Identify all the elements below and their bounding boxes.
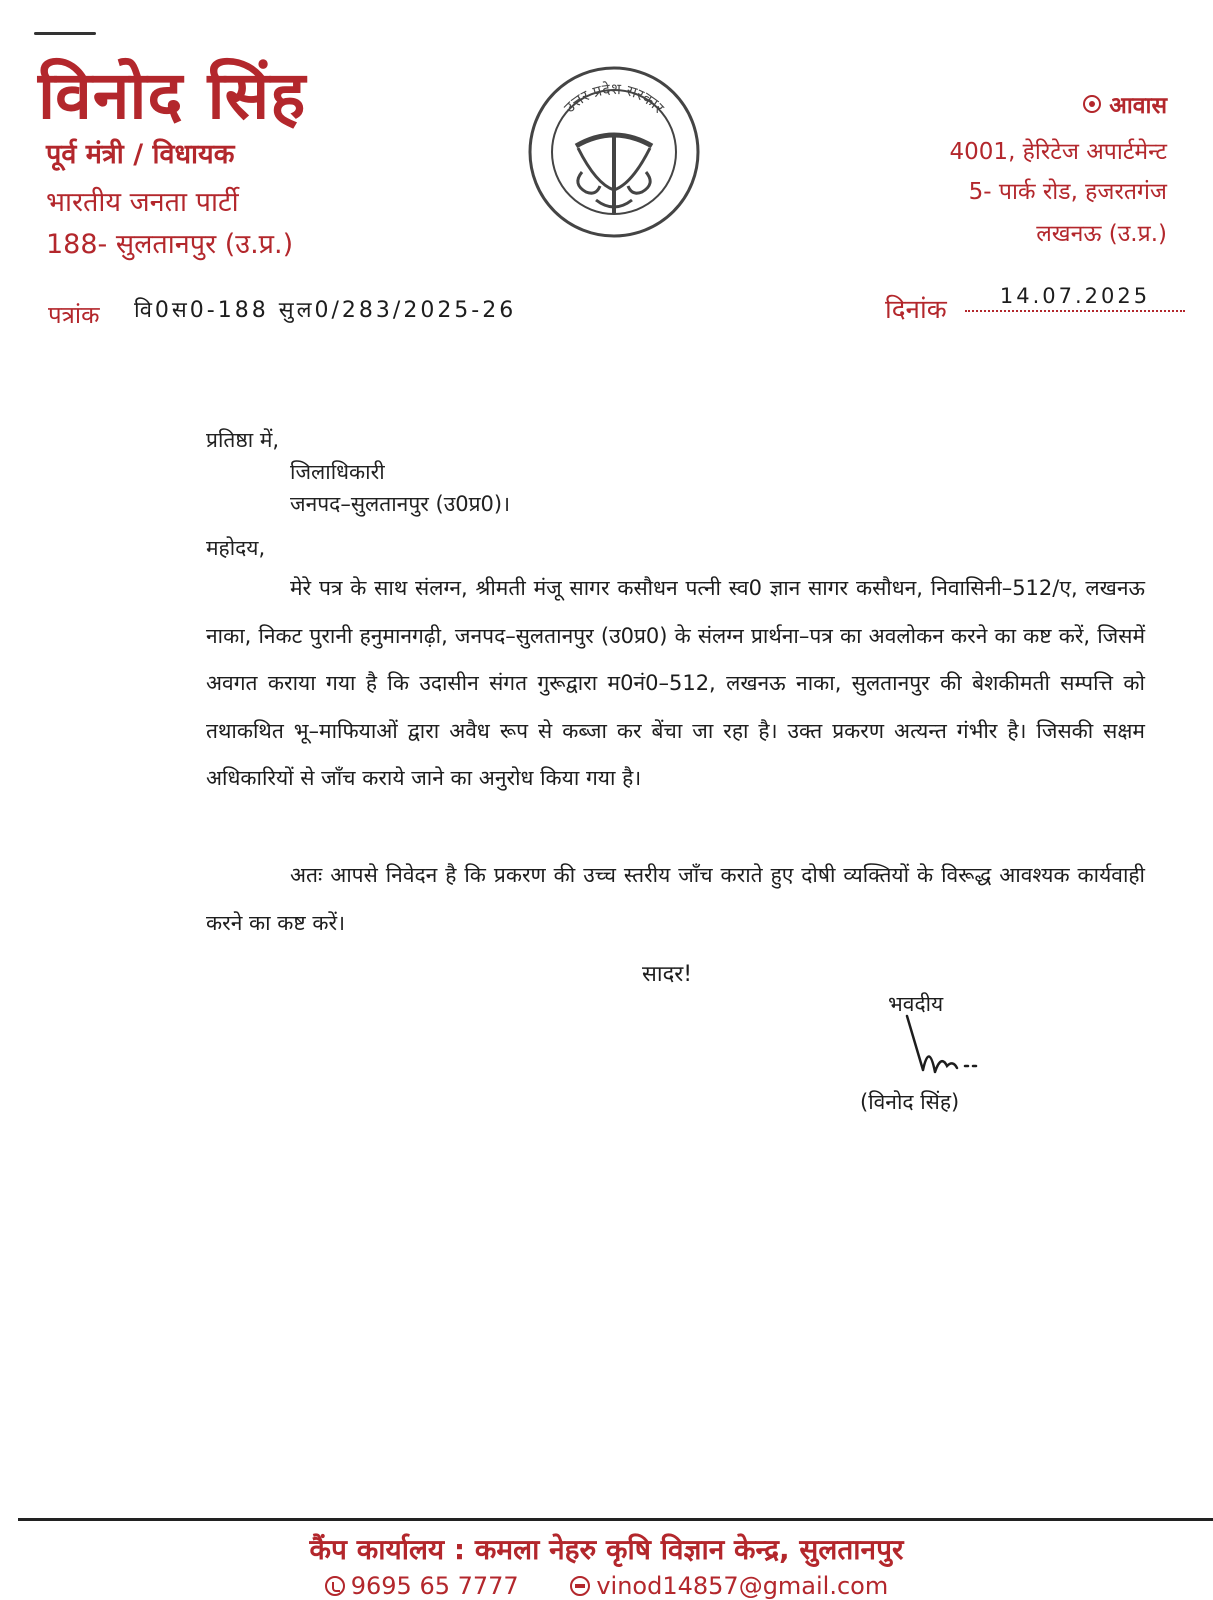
letterhead-constituency: 188- सुलतानपुर (उ.प्र.) bbox=[46, 229, 294, 260]
svg-text:उत्तर प्रदेश सरकार bbox=[560, 80, 668, 117]
bhavdiya: भवदीय bbox=[888, 992, 944, 1016]
reference-number: वि0स0-188 सुल0/283/2025-26 bbox=[134, 298, 517, 323]
email-icon bbox=[570, 1576, 590, 1596]
footer-contact bbox=[0, 1572, 1213, 1600]
seal-text: उत्तर प्रदेश सरकार bbox=[560, 79, 668, 117]
closing: सादर! bbox=[642, 962, 693, 987]
address-line-2: 5- पार्क रोड, हजरतगंज bbox=[968, 179, 1167, 205]
recipient-place: जनपद–सुलतानपुर (उ0प्र0)। bbox=[290, 492, 511, 516]
footer-email bbox=[570, 1572, 888, 1600]
footer-divider bbox=[18, 1518, 1213, 1521]
top-decorative-rule bbox=[34, 32, 96, 35]
residence-label: आवास bbox=[1109, 93, 1167, 119]
greeting: महोदय, bbox=[206, 536, 266, 560]
phone-number: 9695 65 7777 bbox=[350, 1572, 519, 1600]
email-address: vinod14857@gmail.com bbox=[596, 1572, 889, 1600]
salutation: प्रतिष्ठा में, bbox=[206, 428, 280, 452]
footer-office-address: कैंप कार्यालय : कमला नेहरु कृषि विज्ञान केन्द्र, सुलतानपुर bbox=[309, 1533, 904, 1566]
state-seal-emblem bbox=[526, 64, 702, 240]
date-value: 14.07.2025 bbox=[965, 284, 1185, 312]
residence-heading bbox=[1083, 88, 1167, 120]
footer-phone bbox=[325, 1572, 519, 1600]
address-line-3: लखनऊ (उ.प्र.) bbox=[1036, 221, 1167, 247]
recipient: जिलाधिकारी bbox=[290, 460, 385, 484]
address-line-1: 4001, हेरिटेज अपार्टमेन्ट bbox=[949, 139, 1167, 165]
letterhead-designation: पूर्व मंत्री / विधायक bbox=[46, 139, 235, 170]
location-pin-icon bbox=[1083, 95, 1101, 113]
date-label: दिनांक bbox=[885, 295, 947, 325]
phone-icon bbox=[325, 1576, 345, 1596]
letterhead-name: विनोद सिंह bbox=[38, 57, 307, 134]
signatory-name: (विनोद सिंह) bbox=[860, 1090, 960, 1114]
body-paragraph-2: अतः आपसे निवेदन है कि प्रकरण की उच्च स्तरीय जाँच कराते हुए दोषी व्यक्तियों के विरूद्ध आवश्यक कार्यवाही करने का कष्ट करें। bbox=[206, 863, 1145, 935]
body-paragraph-1: मेरे पत्र के साथ संलग्न, श्रीमती मंजू सागर कसौधन पत्नी स्व0 ज्ञान सागर कसौधन, निवासिनी–512/ए, लखनऊ नाका, निकट पुरानी हनुमानगढ़ी, जनपद–सुलतानपुर (उ0प्र0) के संलग्न प्रार्थना–पत्र का अवलोकन करने का कष्ट करें, जिसमें अवगत कराया गया है कि उदासीन संगत गुरूद्वारा म0नं0–512, लखनऊ नाका, सुलतानपुर की बेशकीमती सम्पत्ति को तथाकथित भू–माफियाओं द्वारा अवैध रूप से कब्जा कर बेंचा जा रहा है। उक्त प्रकरण अत्यन्त गंभीर है। जिसकी सक्षम अधिकारियों से जाँच कराये जाने का अनुरोध किया गया है। bbox=[206, 576, 1145, 790]
letterhead-party: भारतीय जनता पार्टी bbox=[46, 187, 239, 218]
reference-label: पत्रांक bbox=[48, 301, 100, 329]
